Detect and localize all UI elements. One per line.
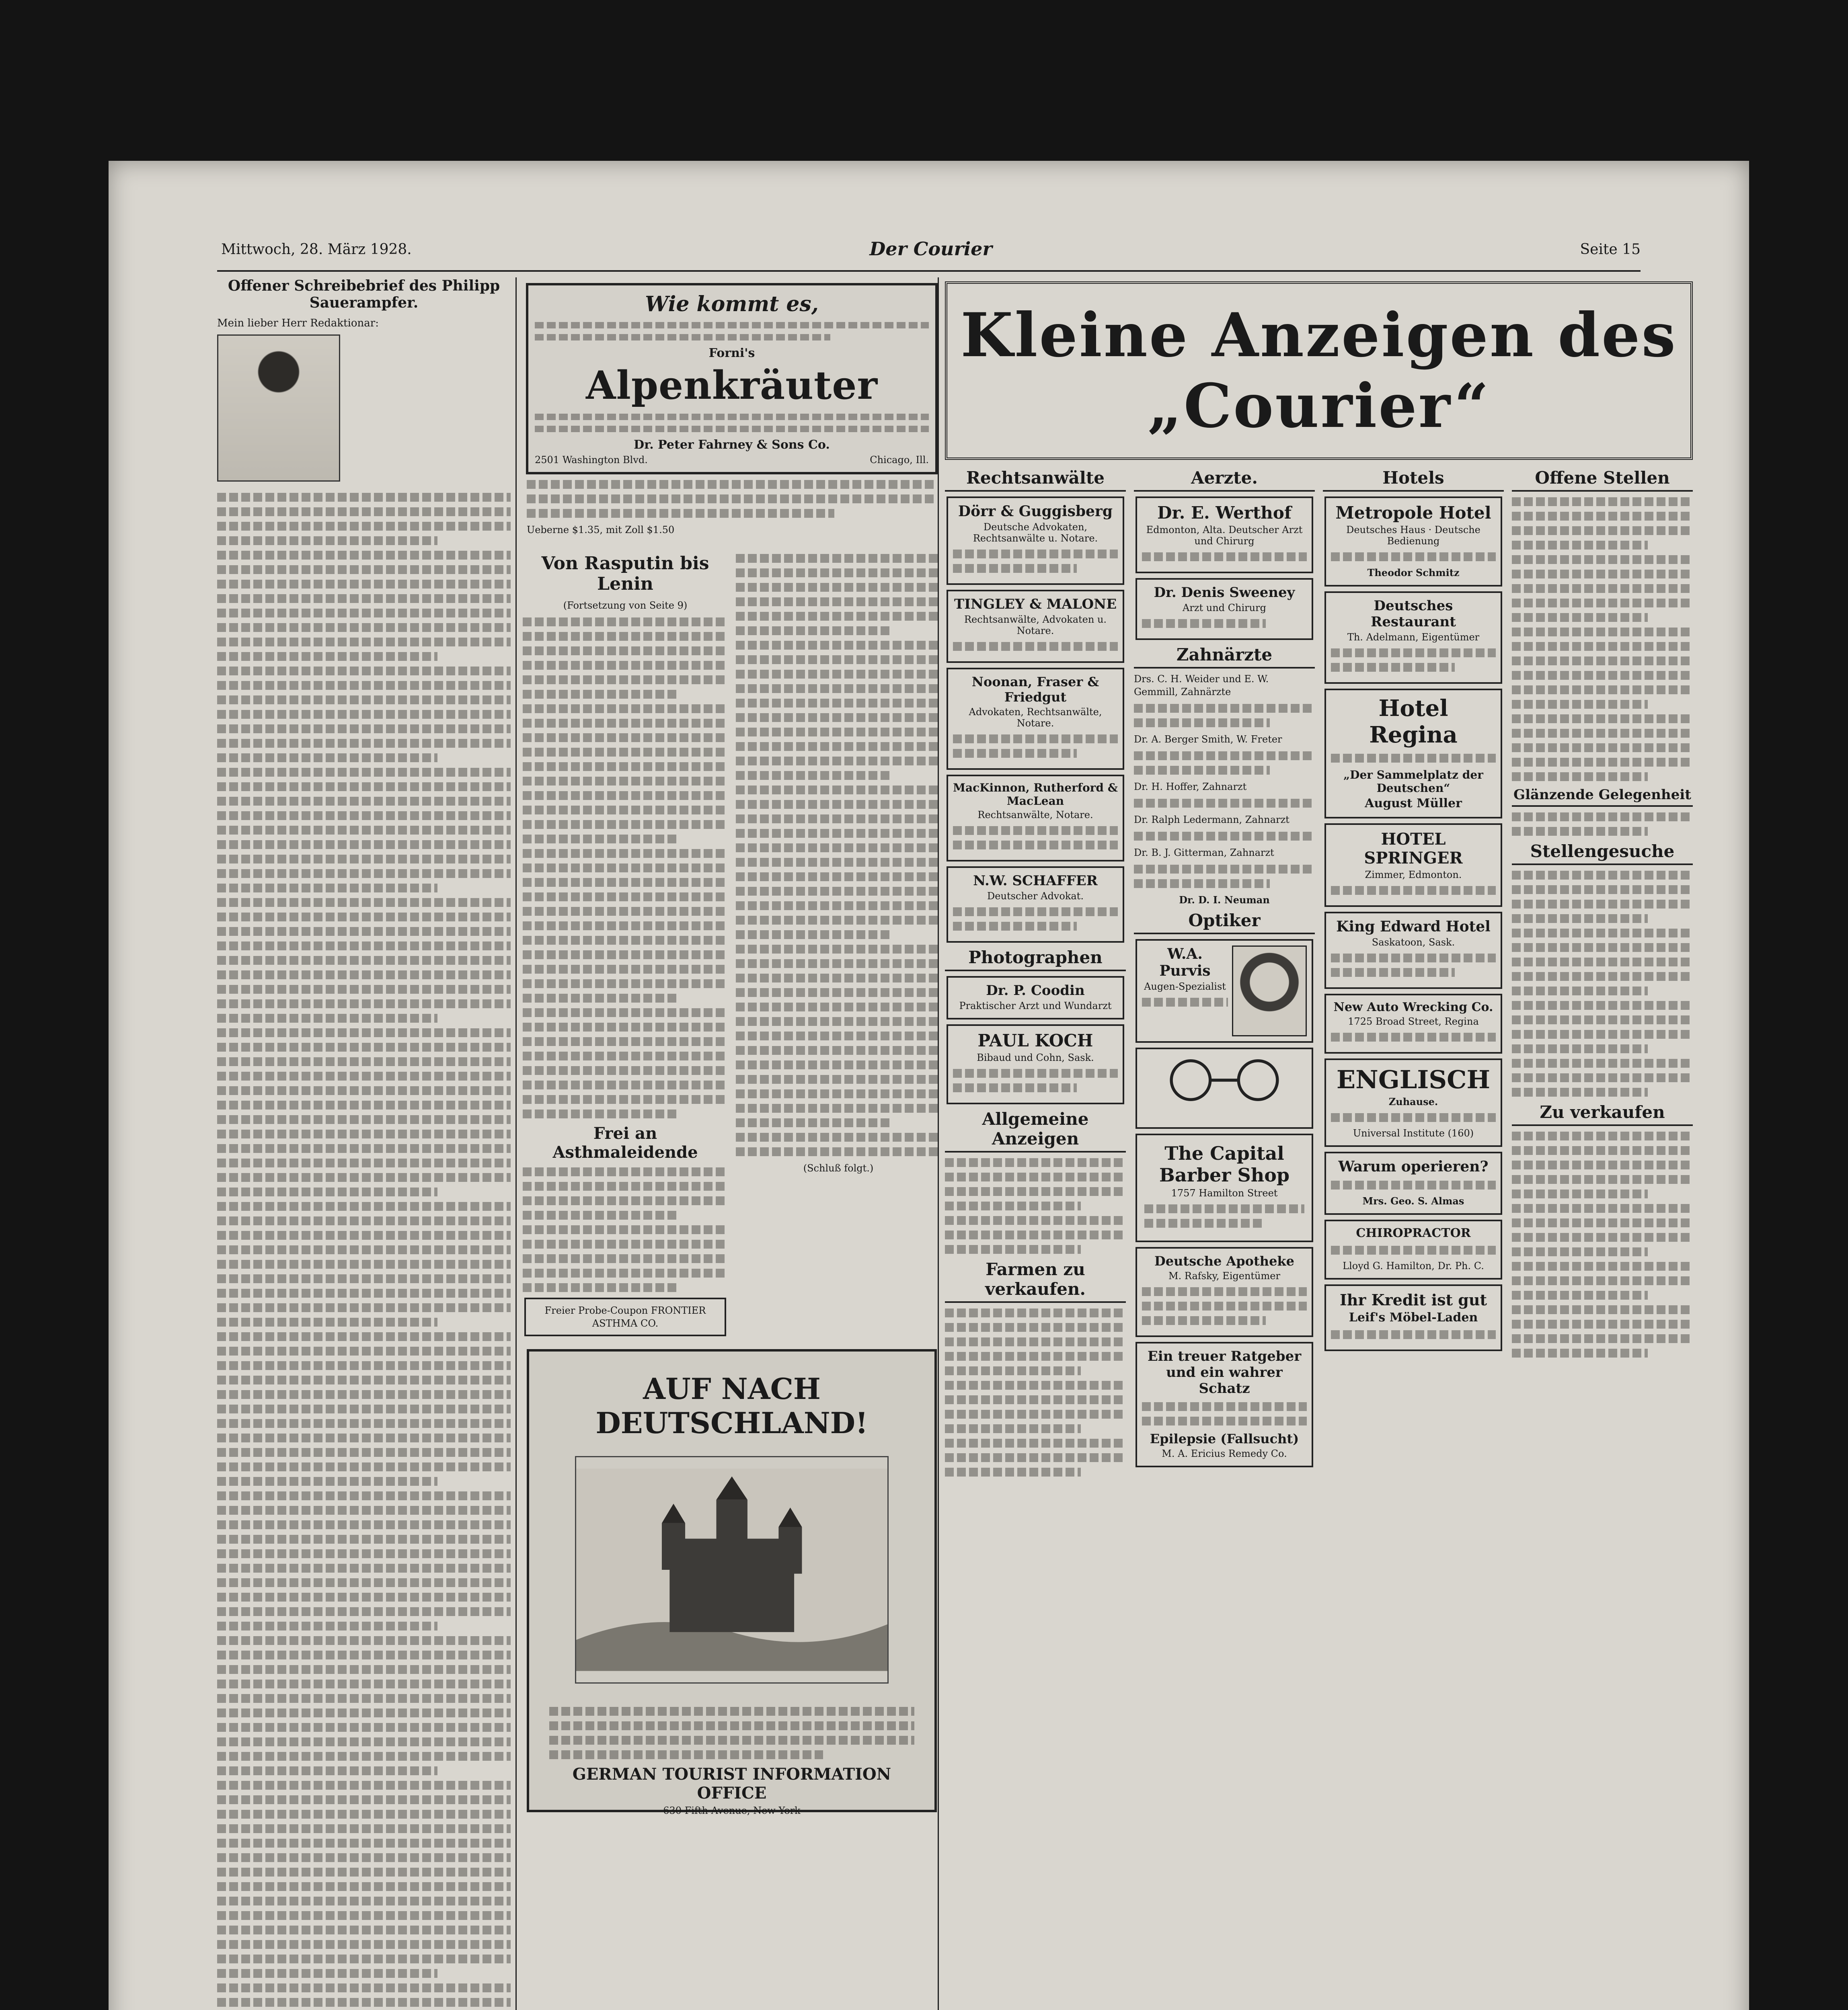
law-3-name: Noonan, Fraser & Friedgut	[971, 674, 1099, 705]
cat-dentists: Zahnärzte	[1134, 645, 1315, 669]
wrecking-title: New Auto Wrecking Co.	[1333, 1000, 1493, 1014]
asthma-body	[523, 1167, 728, 1292]
purvis-portrait	[1232, 946, 1307, 1036]
hotel-5-line: Saskatoon, Sask.	[1372, 937, 1455, 948]
englisch-title: ENGLISCH	[1336, 1065, 1491, 1094]
warum-who: Mrs. Geo. S. Almas	[1362, 1195, 1464, 1207]
column-rule-2	[938, 277, 939, 2010]
forni-product: Alpenkräuter	[585, 363, 878, 408]
apotheke-name: Deutsche Apotheke	[1154, 1253, 1294, 1269]
barber-name: The Capital Barber Shop	[1159, 1142, 1290, 1186]
warum-title: Warum operieren?	[1338, 1158, 1489, 1175]
doctor-1-name: Dr. E. Werthof	[1157, 503, 1292, 523]
law-3-line: Advokaten, Rechtsanwälte, Notare.	[969, 706, 1102, 729]
dentist-2: Dr. A. Berger Smith, W. Freter	[1134, 734, 1282, 745]
law-1-line: Deutsche Advokaten, Rechtsanwälte u. Notare.	[973, 521, 1098, 544]
law-5-line: Deutscher Advokat.	[987, 890, 1084, 902]
cat-hotels: Hotels	[1323, 468, 1504, 492]
wrecking-addr: 1725 Broad Street, Regina	[1348, 1016, 1479, 1027]
page-number: Seite 15	[1580, 241, 1641, 258]
asthma-coupon: Freier Probe-Coupon FRONTIER ASTHMA CO.	[524, 1298, 726, 1336]
cat-photo: Photographen	[945, 948, 1126, 971]
tourist-title: AUF NACH DEUTSCHLAND!	[595, 1372, 868, 1440]
cat-sale: Zu verkaufen	[1512, 1102, 1693, 1126]
law-5-name: N.W. SCHAFFER	[973, 873, 1098, 889]
forni-price: Ueberne $1.35, mit Zoll $1.50	[527, 524, 675, 535]
law-2-name: TINGLEY & MALONE	[954, 596, 1117, 612]
cat-law: Rechtsanwälte	[945, 468, 1126, 492]
header-rule	[217, 270, 1641, 272]
classifieds-hotels-col	[1323, 464, 1504, 1482]
letter-body	[217, 493, 511, 2010]
hotel-3-owner: August Müller	[1365, 796, 1462, 810]
hotel-2-line: Th. Adelmann, Eigentümer	[1347, 632, 1480, 643]
englisch-sub: Zuhause.	[1388, 1096, 1438, 1108]
law-1-name: Dörr & Guggisberg	[958, 503, 1113, 520]
dentist-4: Dr. Ralph Ledermann, Zahnarzt	[1134, 814, 1289, 825]
hotel-1-name: Metropole Hotel	[1335, 503, 1491, 523]
forni-name: Forni's	[708, 346, 755, 360]
hotel-1-line: Deutsches Haus · Deutsche Bedienung	[1346, 524, 1480, 547]
kredit-shop: Leif's Möbel-Laden	[1349, 1311, 1478, 1325]
tourist-address: 630 Fifth Avenue, New York	[663, 1805, 801, 1816]
tourist-poster	[527, 1349, 937, 1816]
classifieds-section	[945, 277, 1693, 2010]
doctor-1-line: Edmonton, Alta. Deutscher Arzt und Chirurg	[1146, 524, 1303, 547]
forni-company: Dr. Peter Fahrney & Sons Co.	[634, 438, 830, 452]
dentist-3: Dr. H. Hoffer, Zahnarzt	[1134, 781, 1247, 792]
ratgeber-ep: Epilepsie (Fallsucht)	[1150, 1431, 1299, 1446]
hotel-2-name: Deutsches Restaurant	[1371, 598, 1456, 630]
letter-title: Offener Schreibebrief des Philipp Sauerampfer.	[228, 277, 500, 311]
dentist-6: Dr. D. I. Neuman	[1179, 894, 1270, 906]
hotel-4-name: HOTEL SPRINGER	[1364, 830, 1463, 868]
eyeglasses-ad	[1135, 1048, 1313, 1129]
cat-doctors: Aerzte.	[1134, 468, 1315, 492]
newspaper-page	[109, 161, 1749, 2010]
cat-jobsearch: Stellengesuche	[1512, 841, 1693, 865]
rasputin-body-left	[523, 617, 728, 1118]
issue-date: Mittwoch, 28. März 1928.	[221, 241, 412, 258]
rasputin-title: Von Rasputin bis Lenin	[541, 553, 709, 594]
rasputin-sub: (Fortsetzung von Seite 9)	[563, 600, 688, 611]
hotel-3-name: Hotel Regina	[1369, 695, 1458, 748]
cat-optiker: Optiker	[1134, 911, 1315, 934]
chiro-title: CHIROPRACTOR	[1356, 1226, 1471, 1240]
purvis-name: W.A. Purvis	[1159, 946, 1211, 979]
hotel-4-line: Zimmer, Edmonton.	[1365, 869, 1462, 880]
rasputin-end: (Schluß folgt.)	[803, 1163, 874, 1174]
law-4-line: Rechtsanwälte, Notare.	[977, 809, 1093, 820]
forni-city: Chicago, Ill.	[870, 454, 929, 466]
masthead: Der Courier	[869, 238, 992, 260]
glasses-icon	[1142, 1054, 1307, 1106]
rasputin-body-right	[736, 548, 941, 1341]
purvis-line: Augen-Spezialist	[1144, 981, 1226, 992]
hotel-1-owner: Theodor Schmitz	[1367, 567, 1460, 578]
dentist-5: Dr. B. J. Gitterman, Zahnarzt	[1134, 847, 1274, 858]
cat-jobs: Offene Stellen	[1512, 468, 1693, 492]
forni-ad	[526, 283, 938, 474]
forni-address: 2501 Washington Blvd.	[535, 454, 648, 466]
cat-general: Allgemeine Anzeigen	[945, 1109, 1126, 1153]
letter-salutation: Mein lieber Herr Redaktionar:	[217, 317, 379, 329]
hotel-5-name: King Edward Hotel	[1336, 918, 1491, 935]
middle-column	[523, 277, 941, 2010]
ratgeber-title: Ein treuer Ratgeber und ein wahrer Schatz	[1147, 1348, 1302, 1397]
paulkoch-name: PAUL KOCH	[977, 1031, 1093, 1050]
apotheke-owner: M. Rafsky, Eigentümer	[1168, 1270, 1280, 1282]
photo-line: Praktischer Arzt und Wundarzt	[959, 1000, 1112, 1011]
englisch-inst: Universal Institute (160)	[1353, 1128, 1474, 1139]
kredit-title: Ihr Kredit ist gut	[1339, 1291, 1487, 1309]
law-4-name: MacKinnon, Rutherford & MacLean	[953, 781, 1118, 808]
cartoon-illustration	[217, 334, 340, 482]
chiro-who: Lloyd G. Hamilton, Dr. Ph. C.	[1343, 1260, 1484, 1272]
paulkoch-line: Bibaud und Cohn, Sask.	[977, 1052, 1094, 1063]
doctor-2-name: Dr. Denis Sweeney	[1154, 585, 1295, 601]
law-2-line: Rechtsanwälte, Advokaten u. Notare.	[964, 614, 1107, 636]
tourist-office: GERMAN TOURIST INFORMATION OFFICE	[572, 1765, 891, 1803]
column-rule-1	[515, 277, 517, 2010]
cat-chance: Glänzende Gelegenheit	[1512, 787, 1693, 807]
doctor-2-line: Arzt und Chirurg	[1183, 602, 1266, 613]
classifieds-jobs-col	[1512, 464, 1693, 1482]
hotel-3-line: „Der Sammelplatz der Deutschen“	[1343, 768, 1483, 795]
barber-addr: 1757 Hamilton Street	[1171, 1188, 1278, 1199]
cat-farms: Farmen zu verkaufen.	[945, 1259, 1126, 1303]
ratgeber-co: M. A. Ericius Remedy Co.	[1162, 1448, 1287, 1459]
asthma-title: Frei an Asthmaleidende	[552, 1124, 698, 1162]
castle-illustration	[575, 1456, 889, 1684]
classifieds-banner: Kleine Anzeigen des „Courier“	[945, 281, 1693, 460]
dentist-1: Drs. C. H. Weider und E. W. Gemmill, Zahnärzte	[1134, 673, 1269, 697]
forni-headline: Wie kommt es,	[645, 292, 819, 316]
letter-column	[217, 277, 511, 2010]
classifieds-law-col	[945, 464, 1126, 1482]
photo-name: Dr. P. Coodin	[986, 982, 1085, 999]
classifieds-doctors-col	[1134, 464, 1315, 1482]
page-header	[221, 238, 1641, 265]
